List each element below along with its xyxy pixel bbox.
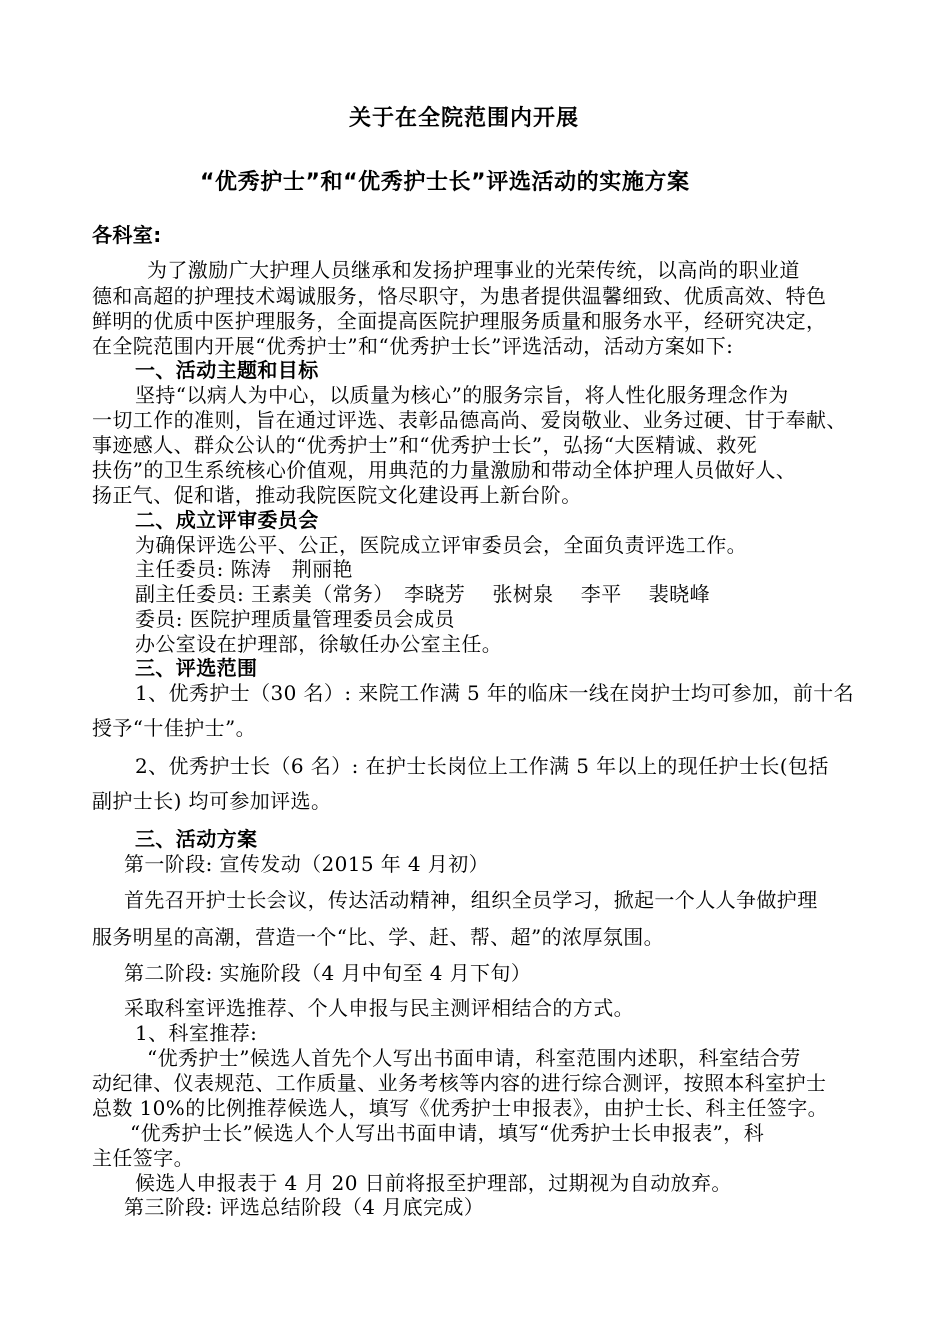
body-text-line: 主任委员: 陈涛 荆丽艳 bbox=[135, 557, 353, 581]
section-heading: 三、评选范围 bbox=[135, 656, 258, 680]
body-text-line: 第二阶段: 实施阶段（4 月中旬至 4 月下旬） bbox=[124, 961, 532, 985]
body-text-line: “优秀护士”候选人首先个人写出书面申请，科室范围内述职，科室结合劳 bbox=[147, 1046, 801, 1070]
section-heading: 一、活动主题和目标 bbox=[135, 358, 319, 382]
body-text-line: 为了激励广大护理人员继承和发扬护理事业的光荣传统，以高尚的职业道 bbox=[147, 258, 800, 282]
body-text-line: 授予“十佳护士”。 bbox=[92, 716, 257, 740]
body-text-line: 第一阶段: 宣传发动（2015 年 4 月初） bbox=[124, 852, 489, 876]
body-text-line: 在全院范围内开展“优秀护士”和“优秀护士长”评选活动，活动方案如下: bbox=[92, 334, 734, 358]
body-text-line: 事迹感人、群众公认的“优秀护士”和“优秀护士长”，弘扬“大医精诚、救死 bbox=[92, 433, 758, 457]
body-text-line: 2、优秀护士长（6 名）: 在护士长岗位上工作满 5 年以上的现任护士长(包括 bbox=[135, 754, 829, 778]
body-text-line: 委员: 医院护理质量管理委员会成员 bbox=[135, 607, 455, 631]
body-text-line: 坚持“以病人为中心，以质量为核心”的服务宗旨，将人性化服务理念作为 bbox=[135, 383, 789, 407]
body-text-line: 副护士长) 均可参加评选。 bbox=[92, 789, 332, 813]
doc-title-line2: “优秀护士”和“优秀护士长”评选活动的实施方案 bbox=[200, 170, 690, 195]
body-text-line: 总数 10%的比例推荐候选人，填写《优秀护士申报表》，由护士长、科主任签字。 bbox=[92, 1096, 829, 1120]
body-text-line: 主任签字。 bbox=[92, 1146, 194, 1170]
body-text-line: 候选人申报表于 4 月 20 日前将报至护理部，过期视为自动放弃。 bbox=[135, 1171, 732, 1195]
body-text-line: 扶伤”的卫生系统核心价值观，用典范的力量激励和带动全体护理人员做好人、 bbox=[92, 458, 797, 482]
body-text-line: 为确保评选公平、公正，医院成立评审委员会，全面负责评选工作。 bbox=[135, 533, 747, 557]
body-text-line: 首先召开护士长会议，传达活动精神，组织全员学习，掀起一个人人争做护理 bbox=[124, 888, 818, 912]
body-text-line: 副主任委员: 王素美（常务） 李晓芳 张树泉 李平 裴晓峰 bbox=[135, 582, 710, 606]
section-heading: 二、成立评审委员会 bbox=[135, 508, 319, 532]
body-text-line: 服务明星的高潮，营造一个“比、学、赶、帮、超”的浓厚氛围。 bbox=[92, 925, 665, 949]
body-text-line: 第三阶段: 评选总结阶段（4 月底完成） bbox=[124, 1195, 485, 1219]
body-text-line: “优秀护士长”候选人个人写出书面申请，填写“优秀护士长申报表”，科 bbox=[130, 1121, 765, 1145]
body-text-line: 鲜明的优质中医护理服务，全面提高医院护理服务质量和服务水平，经研究决定， bbox=[92, 309, 827, 333]
body-text-line: 1、优秀护士（30 名）: 来院工作满 5 年的临床一线在岗护士均可参加，前十名 bbox=[135, 681, 855, 705]
body-text-line: 德和高超的护理技术竭诚服务，恪尽职守，为患者提供温馨细致、优质高效、特色 bbox=[92, 284, 827, 308]
section-heading: 三、活动方案 bbox=[135, 827, 258, 851]
body-text-line: 动纪律、仪表规范、工作质量、业务考核等内容的进行综合测评，按照本科室护士 bbox=[92, 1071, 827, 1095]
body-text-line: 一切工作的准则，旨在通过评选、表彰品德高尚、爱岗敬业、业务过硬、甘于奉献、 bbox=[92, 408, 847, 432]
salutation: 各科室: bbox=[92, 223, 162, 247]
body-text-line: 扬正气、促和谐，推动我院医院文化建设再上新台阶。 bbox=[92, 483, 582, 507]
doc-title-line1: 关于在全院范围内开展 bbox=[349, 106, 580, 131]
body-text-line: 采取科室评选推荐、个人申报与民主测评相结合的方式。 bbox=[124, 996, 634, 1020]
body-text-line: 1、科室推荐: bbox=[135, 1021, 258, 1045]
body-text-line: 办公室设在护理部，徐敏任办公室主任。 bbox=[135, 632, 503, 656]
